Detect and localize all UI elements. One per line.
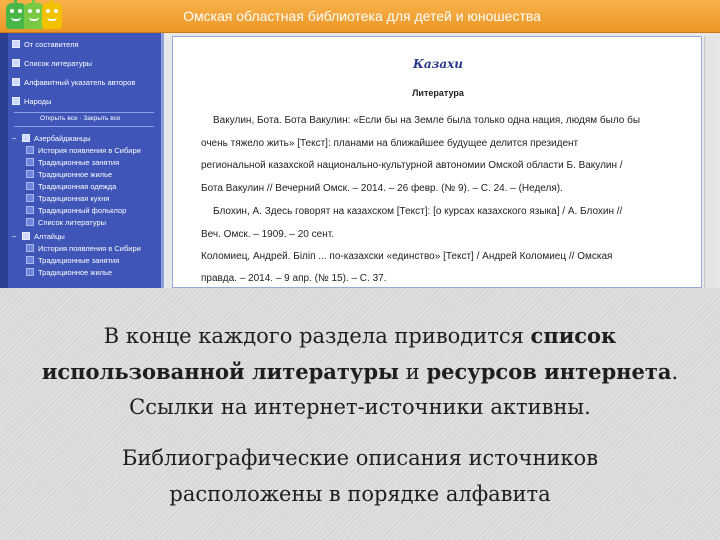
page-icon — [12, 97, 20, 105]
bibliography-line: Бота Вакулин // Вечерний Омск. – 2014. – 26 февр. (№ 9). – С. 24. – (Неделя). — [201, 183, 563, 194]
divider — [14, 126, 154, 127]
bibliography-line: Блохин, А. Здесь говорят на казахском [Текст]: [о курсах казахского языка] / А. Блохин // — [213, 206, 623, 217]
tree-leaf[interactable]: Традиционные занятия — [26, 255, 119, 267]
caption-line: Ссылки на интернет-источники активны. — [129, 395, 591, 419]
caption-line: В конце каждого раздела приводится список — [103, 323, 617, 348]
page-icon — [26, 218, 34, 226]
page-icon — [26, 256, 34, 264]
tree-leaf[interactable]: История появления в Сибири — [26, 145, 141, 157]
caption-line: расположены в порядке алфавита — [169, 482, 551, 506]
bibliography-line: Вакулин, Бота. Бота Вакулин: «Если бы на Земле была только одна нация, людям было бы — [213, 115, 641, 126]
section-heading: Казахи — [412, 57, 463, 71]
page-icon — [26, 158, 34, 166]
tree-leaf[interactable]: Традиционные занятия — [26, 157, 119, 169]
sidebar-item-literature-list[interactable]: Список литературы — [12, 58, 92, 70]
section-subheading: Литература — [412, 88, 464, 98]
bibliography-line: региональной казахской национально-культурной автономии Омской области Б. Вакулин / — [201, 160, 623, 171]
sidebar-item-author-index[interactable]: Алфавитный указатель авторов — [12, 77, 135, 89]
page-icon — [26, 268, 34, 276]
bibliography-line: Веч. Омск. – 1909. – 20 сент. — [201, 229, 334, 240]
bibliography-line: правда. – 2014. – 9 апр. (№ 15). – С. 37. — [201, 273, 387, 284]
scrollbar[interactable] — [704, 36, 716, 288]
page-icon — [26, 170, 34, 178]
sidebar-navigation — [0, 33, 164, 288]
caption-line: Библиографические описания источников — [121, 446, 599, 470]
tree-leaf[interactable]: Традиционный фольклор — [26, 205, 126, 217]
tree-node-azerbaijanis[interactable]: − Азербайджанцы — [12, 134, 91, 143]
bibliography-line: Коломиец, Андрей. Біліп ... по-казахски «единство» [Текст] / Андрей Коломиец // Омская — [201, 251, 613, 262]
page-icon — [26, 206, 34, 214]
tree-node-altaians[interactable]: − Алтайцы — [12, 232, 65, 241]
tree-leaf[interactable]: Традиционное жилье — [26, 169, 112, 181]
website-screenshot — [0, 33, 720, 288]
collapse-icon[interactable]: − — [12, 134, 17, 143]
page-icon — [12, 59, 20, 67]
folder-icon — [22, 134, 30, 142]
caption-line: использованной литературы и ресурсов интернета. — [41, 359, 679, 384]
collapse-icon[interactable]: − — [12, 232, 17, 241]
bibliography-line: очень тяжело жить» [Текст]: планами на ближайшее будущее делится президент — [201, 138, 579, 149]
sidebar-item-from-compiler[interactable]: От составителя — [12, 39, 79, 51]
expand-collapse-all-link[interactable]: Открыть все · Закрыть все — [40, 115, 121, 122]
page-icon — [12, 40, 20, 48]
sidebar-item-peoples[interactable]: Народы — [12, 96, 52, 108]
folder-icon — [22, 232, 30, 240]
robot-icon — [42, 3, 62, 29]
tree-leaf[interactable]: История появления в Сибири — [26, 243, 141, 255]
content-area — [172, 36, 702, 288]
page-icon — [26, 244, 34, 252]
site-header — [0, 0, 720, 33]
tree-leaf[interactable]: Традиционное жилье — [26, 267, 112, 279]
page-icon — [26, 194, 34, 202]
robot-icon — [24, 3, 44, 29]
site-title: Омская областная библиотека для детей и юношества — [183, 8, 541, 24]
tree-leaf[interactable]: Традиционная кухня — [26, 193, 109, 205]
tree-leaf[interactable]: Традиционная одежда — [26, 181, 116, 193]
tree-leaf[interactable]: Список литературы — [26, 217, 106, 229]
robot-icon — [6, 3, 26, 29]
page-icon — [26, 146, 34, 154]
page-icon — [12, 78, 20, 86]
page-icon — [26, 182, 34, 190]
